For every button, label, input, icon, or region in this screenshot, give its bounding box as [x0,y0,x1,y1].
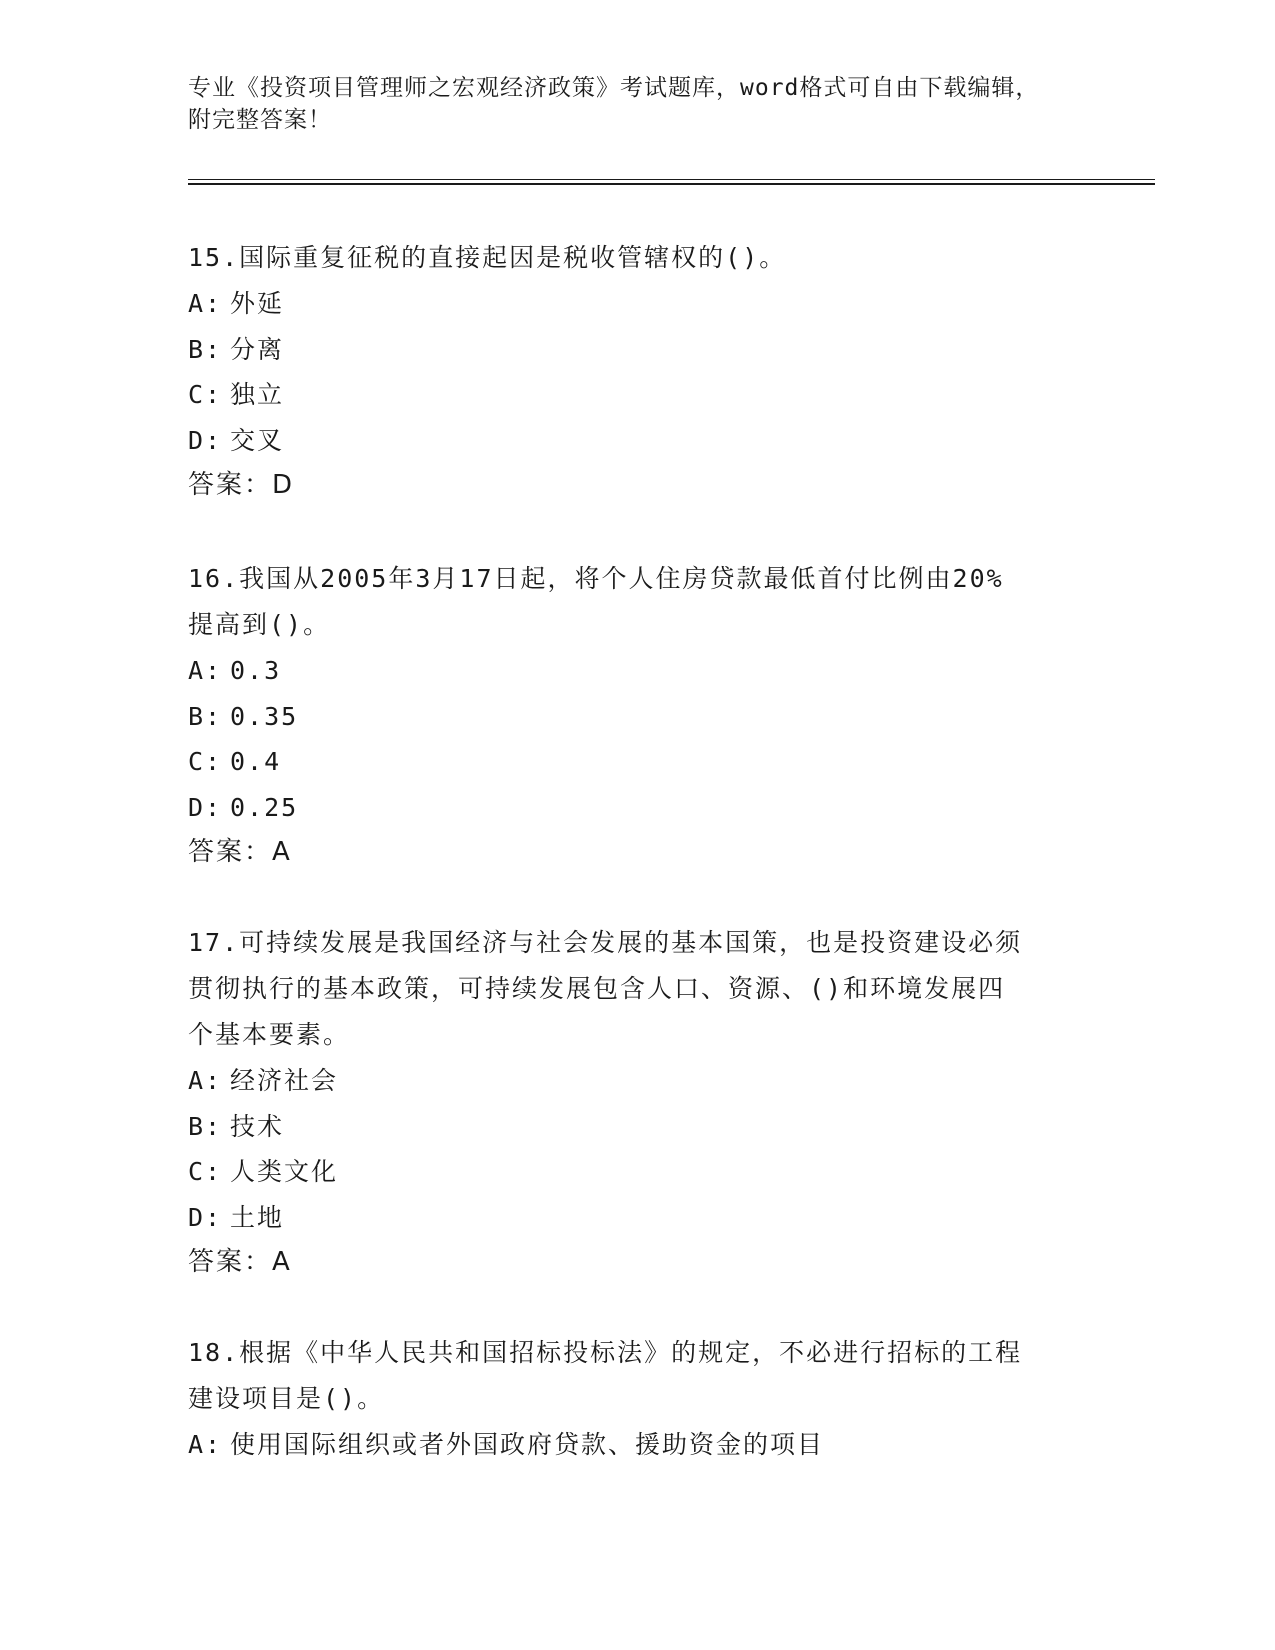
question-stem: 建设项目是()。 [188,1384,385,1413]
question-block [188,235,1088,508]
option-text: 土地 [230,1202,285,1232]
question-stem: 提高到()。 [188,610,331,639]
question-block [188,1330,1088,1468]
option-letter: B: [188,334,223,364]
question-stem: 15.国际重复征税的直接起因是税收管辖权的()。 [188,243,787,272]
option-text: 0.35 [230,701,299,731]
answer-option [188,785,1088,831]
option-text: 0.3 [230,656,282,685]
option-letter: D: [188,792,223,822]
option-letter: D: [188,1202,223,1232]
option-text: 分离 [230,334,285,364]
option-letter: A: [188,1430,223,1459]
answer-key: 答案：A [188,837,292,867]
question-stem: 16.我国从2005年3月17日起，将个人住房贷款最低首付比例由20% [188,564,1004,593]
question-stem: 17.可持续发展是我国经济与社会发展的基本国策，也是投资建设必须 [188,928,1023,957]
option-letter: C: [188,1157,223,1186]
header-line: 专业《投资项目管理师之宏观经济政策》考试题库，word格式可自由下载编辑， [188,75,1040,101]
option-text: 人类文化 [230,1157,339,1186]
answer-option [188,418,1088,464]
option-letter: D: [188,425,223,455]
option-text: 0.25 [230,792,299,822]
header-divider [188,183,1155,185]
answer-option [188,281,1088,327]
answer-option [188,1058,1088,1104]
question-block [188,920,1088,1285]
option-text: 技术 [230,1111,285,1141]
question-block [188,556,1088,875]
option-letter: B: [188,1111,223,1141]
option-text: 独立 [230,380,285,409]
answer-option [188,1104,1088,1150]
answer-option [188,1195,1088,1241]
option-letter: B: [188,701,223,731]
answer-option [188,739,1088,785]
question-stem: 贯彻执行的基本政策，可持续发展包含人口、资源、()和环境发展四 [188,974,1006,1003]
question-stem: 18.根据《中华人民共和国招标投标法》的规定，不必进行招标的工程 [188,1338,1023,1367]
option-text: 0.4 [230,747,282,776]
answer-option [188,372,1088,418]
answer-key: 答案：D [188,470,295,500]
answer-option [188,1149,1088,1195]
answer-option [188,1422,1088,1468]
option-text: 交叉 [230,425,285,455]
answer-option [188,694,1088,740]
document-header [188,72,1068,136]
option-letter: A: [188,1066,223,1095]
answer-key: 答案：A [188,1247,292,1277]
header-line: 附完整答案！ [188,107,332,133]
option-letter: C: [188,747,223,776]
option-text: 使用国际组织或者外国政府贷款、援助资金的项目 [230,1430,825,1459]
answer-option [188,648,1088,694]
header-divider [188,179,1155,180]
option-text: 经济社会 [230,1066,339,1095]
option-letter: A: [188,656,223,685]
question-stem: 个基本要素。 [188,1020,351,1049]
answer-option [188,327,1088,373]
option-letter: C: [188,380,223,409]
option-letter: A: [188,289,223,318]
option-text: 外延 [230,289,285,318]
